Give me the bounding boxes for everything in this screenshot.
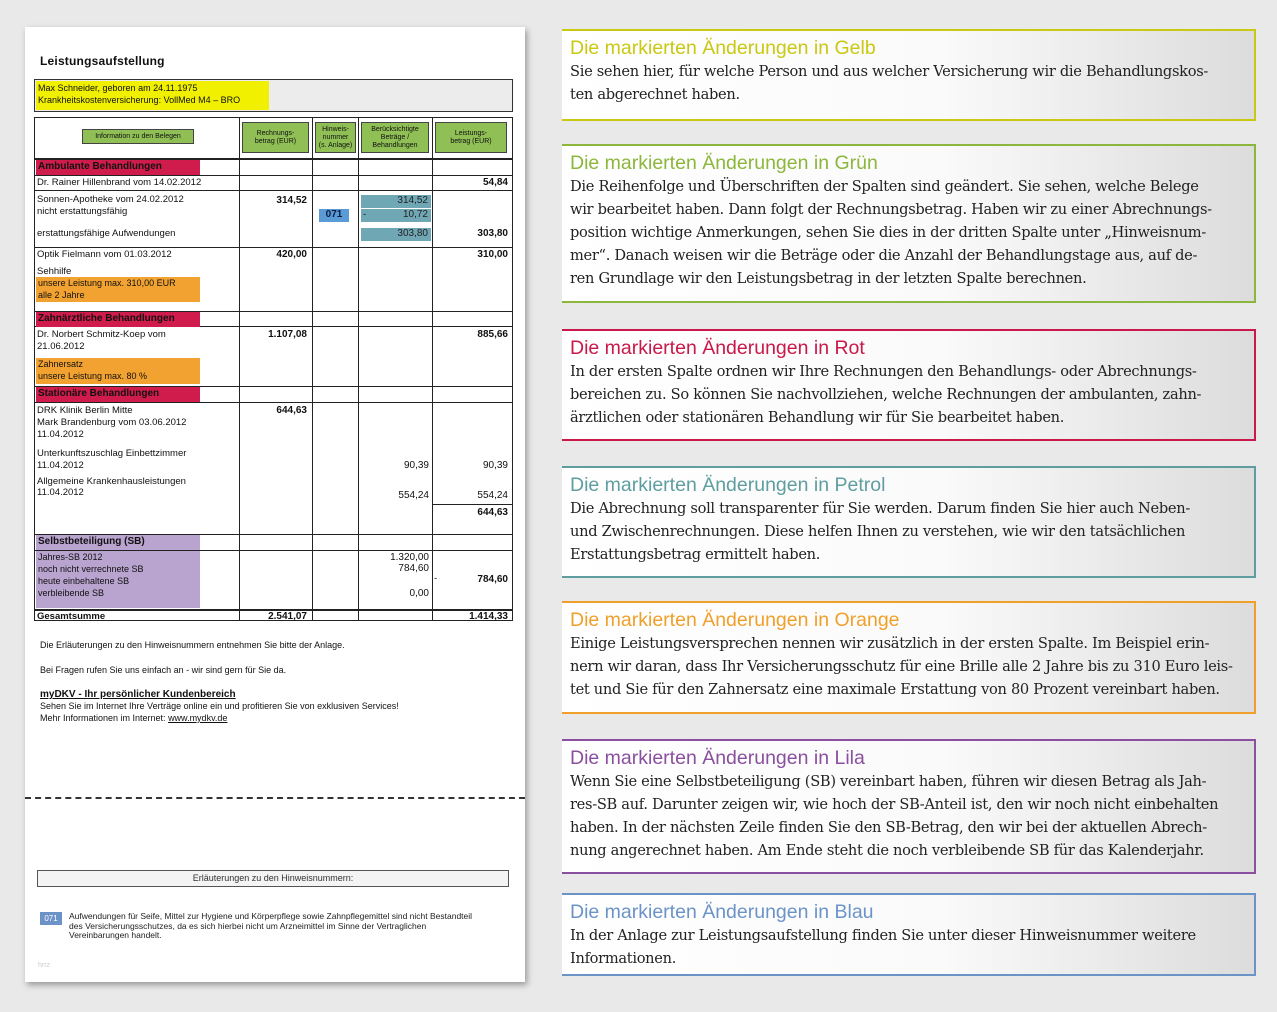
row-apotheke-erstattungsfaehig: erstattungsfähige Aufwendungen	[37, 228, 176, 239]
beruecks-allgemein: 554,24	[398, 490, 429, 501]
person-highlight	[36, 81, 269, 110]
section-stationaer: Stationäre Behandlungen	[36, 387, 200, 402]
statement-table	[34, 117, 513, 621]
box-blau-text: In der Anlage zur Leistungsaufstellung finden Sie unter dieser Hinweisnummer weitere Informationen.	[570, 927, 1196, 967]
box-gruen-title: Die markierten Änderungen in Grün	[570, 152, 878, 174]
sb-nicht-verrechnet: noch nicht verrechnete SB	[38, 564, 144, 574]
note-mydkv-line2	[40, 713, 227, 723]
orange-zahn	[36, 358, 200, 384]
sb-jahres: Jahres-SB 2012	[38, 552, 103, 562]
box-orange-text: Einige Leistungsversprechen nennen wir zusätzlich in der ersten Spalte. Im Beispiel erin- nern wir daran, dass Ihr Versicherungsschutz für eine Brille alle 2 Jahre bis zu 310 Euro leis- tet und Sie für den Zahnersatz eine maximale Erstattung von 80 Prozent vereinbart haben.	[570, 635, 1233, 698]
statement-sheet	[25, 27, 525, 982]
leistung-unterkunft: 90,39	[482, 460, 508, 471]
hinweis-badge-071[interactable]: 071	[319, 209, 349, 222]
row-drk: DRK Klinik Berlin Mitte	[37, 405, 133, 416]
leistung-drk-summe: 644,63	[477, 507, 508, 518]
leistung-fielmann: 310,00	[477, 249, 508, 260]
header-rechnung: Rechnungs- betrag (EUR)	[242, 122, 309, 153]
box-gruen	[562, 144, 1256, 303]
row-allgemein-date: 11.04.2012	[37, 487, 84, 498]
erlaeuterungen-bar: Erläuterungen zu den Hinweisnummern:	[37, 870, 509, 887]
row-unterkunft-date: 11.04.2012	[37, 460, 84, 471]
note-anlage: Die Erläuterungen zu den Hinweisnummern entnehmen Sie bitte der Anlage.	[40, 640, 345, 650]
leistung-allgemein: 554,24	[477, 490, 508, 501]
document-title: Leistungsaufstellung	[40, 54, 165, 68]
petrol-b3: 303,80	[361, 228, 431, 241]
cut-line	[25, 797, 525, 799]
rechnung-fielmann: 420,00	[276, 249, 307, 260]
rechnung-apotheke: 314,52	[276, 195, 307, 206]
person-line-2: Krankheitskostenversicherung: VollMed M4 – BRO	[38, 95, 241, 105]
minus-sign: -	[363, 209, 367, 220]
row-sehhilfe: Sehhilfe	[37, 266, 72, 277]
box-gruen-text: Die Reihenfolge und Überschriften der Spalten sind geändert. Sie sehen, welche Belege wir bearbeitet haben. Dann folgt der Rechnungsbetrag. Haben wir zu einer Abrechnungs- position wichtige Anmerkungen, sehen Sie dies in der dritten Spalte unter „Hinweisnum- mer“. Danach weisen wir die Beträge oder die Anzahl der Behandlungstage aus, auf de- ren Grundlage wir den Leistungsbetrag in der letzten Spalte berechnen.	[570, 178, 1212, 287]
section-ambulant: Ambulante Behandlungen	[36, 160, 200, 175]
box-lila	[562, 739, 1256, 874]
total-rechnung: 2.541,07	[268, 611, 307, 622]
sb-block	[36, 551, 200, 608]
row-schmitz-date: 21.06.2012	[37, 341, 85, 352]
box-orange	[562, 601, 1256, 714]
note-mydkv-prefix: Mehr Informationen im Internet:	[40, 713, 169, 723]
box-petrol-title: Die markierten Änderungen in Petrol	[570, 474, 886, 496]
row-hillenbrand: Dr. Rainer Hillenbrand vom 14.02.2012	[37, 177, 202, 188]
box-blau	[562, 893, 1256, 976]
section-zahn: Zahnärztliche Behandlungen	[36, 312, 200, 327]
row-allgemein: Allgemeine Krankenhausleistungen	[37, 476, 186, 487]
section-sb: Selbstbeteiligung (SB)	[36, 535, 200, 550]
sb-verbleibend: verbleibende SB	[38, 588, 105, 598]
box-petrol	[562, 466, 1256, 578]
footnote-badge: 071	[40, 912, 62, 925]
note-mydkv-title: myDKV - Ihr persönlicher Kundenbereich	[40, 689, 236, 700]
leistung-schmitz: 885,66	[477, 329, 508, 340]
sb-b3: 0,00	[409, 588, 429, 599]
person-box	[34, 79, 513, 112]
note-fragen: Bei Fragen rufen Sie uns einfach an - wir sind gern für Sie da.	[40, 665, 287, 675]
note-mydkv-line1: Sehen Sie im Internet Ihre Verträge online ein und profitieren Sie von exklusiven Services!	[40, 701, 399, 711]
box-rot-title: Die markierten Änderungen in Rot	[570, 337, 865, 359]
row-apotheke-nicht: nicht erstattungsfähig	[37, 206, 128, 217]
box-lila-title: Die markierten Änderungen in Lila	[570, 747, 865, 769]
header-hinweis: Hinweis- nummer (s. Anlage)	[315, 122, 356, 153]
box-orange-title: Die markierten Änderungen in Orange	[570, 609, 900, 631]
sb-heute: heute einbehaltene SB	[38, 576, 130, 586]
row-fielmann: Optik Fielmann vom 01.03.2012	[37, 249, 172, 260]
box-blau-title: Die markierten Änderungen in Blau	[570, 901, 874, 923]
orange-zahn-line1: Zahnersatz	[38, 359, 84, 369]
sb-minus: -	[434, 573, 438, 584]
row-drk-2: Mark Brandenburg vom 03.06.2012	[37, 417, 187, 428]
petrol-b2: 10,72	[361, 209, 431, 222]
rechnung-schmitz: 1.107,08	[268, 329, 307, 340]
box-lila-text: Wenn Sie eine Selbstbeteiligung (SB) vereinbart haben, führen wir diesen Betrag als Jah- res-SB auf. Darunter zeigen wir, wie hoch der SB-Anteil ist, den wir noch nicht einbehalten haben. In der nächsten Zeile finden Sie den SB-Betrag, den wir bei der aktuellen Abrech- nung angerechnet haben. Am Ende steht die noch verbleibende SB für das Kalenderjahr.	[570, 773, 1219, 859]
total-label: Gesamtsumme	[37, 611, 106, 622]
box-gelb-title: Die markierten Änderungen in Gelb	[570, 37, 876, 59]
row-unterkunft: Unterkunftszuschlag Einbettzimmer	[37, 448, 187, 459]
sb-b2: 784,60	[398, 563, 429, 574]
petrol-b1: 314,52	[361, 195, 431, 208]
person-line-1: Max Schneider, geboren am 24.11.1975	[38, 83, 198, 93]
row-apotheke: Sonnen-Apotheke vom 24.02.2012	[37, 194, 184, 205]
rechnung-drk: 644,63	[276, 405, 307, 416]
footnote-text: Aufwendungen für Seife, Mittel zur Hygiene und Körperpflege sowie Zahnpflegemittel sind nicht Bestandteil des Versicherungsschutzes, da es sich hierbei nicht um Arzneimittel im Sinne der Vertraglichen Vereinbarungen handelt.	[69, 911, 473, 940]
box-gelb	[562, 29, 1256, 121]
box-rot	[562, 329, 1256, 441]
header-leistung: Leistungs- betrag (EUR)	[435, 122, 507, 153]
beruecks-unterkunft: 90,39	[403, 460, 429, 471]
mydkv-link[interactable]: www.mydkv.de	[168, 713, 228, 723]
box-rot-text: In der ersten Spalte ordnen wir Ihre Rechnungen den Behandlungs- oder Abrechnungs- bereichen zu. So können Sie nachvollziehen, welche Rechnungen der ambulanten, zahn- ärztlichen oder stationären Behandlung wir für Sie bearbeitet haben.	[570, 363, 1202, 426]
row-schmitz: Dr. Norbert Schmitz-Koep vom	[37, 329, 166, 340]
header-info: Information zu den Belegen	[82, 129, 194, 144]
header-beruecksichtigt: Berücksichtigte Beträge / Behandlungen	[361, 122, 429, 153]
tiny-mark: hrrz	[38, 962, 51, 969]
box-petrol-text: Die Abrechnung soll transparenter für Sie werden. Darum finden Sie hier auch Neben- und Zwischenrechnungen. Diese helfen Ihnen zu verstehen, wie wir den tatsächlichen Erstattungsbetrag ermittelt haben.	[570, 500, 1190, 563]
box-gelb-text: Sie sehen hier, für welche Person und aus welcher Versicherung wir die Behandlungskos- ten abgerechnet haben.	[570, 63, 1209, 103]
orange-brille-line1: unsere Leistung max. 310,00 EUR	[38, 278, 176, 288]
sb-leistung: 784,60	[477, 574, 508, 585]
orange-zahn-line2: unsere Leistung max. 80 %	[38, 371, 148, 381]
orange-brille	[36, 277, 200, 302]
total-leistung: 1.414,33	[469, 611, 508, 622]
leistung-apotheke: 303,80	[477, 228, 508, 239]
orange-brille-line2: alle 2 Jahre	[38, 290, 85, 300]
sb-b1: 1.320,00	[390, 552, 429, 563]
row-drk-3: 11.04.2012	[37, 429, 84, 440]
leistung-hillenbrand: 54,84	[482, 177, 508, 188]
